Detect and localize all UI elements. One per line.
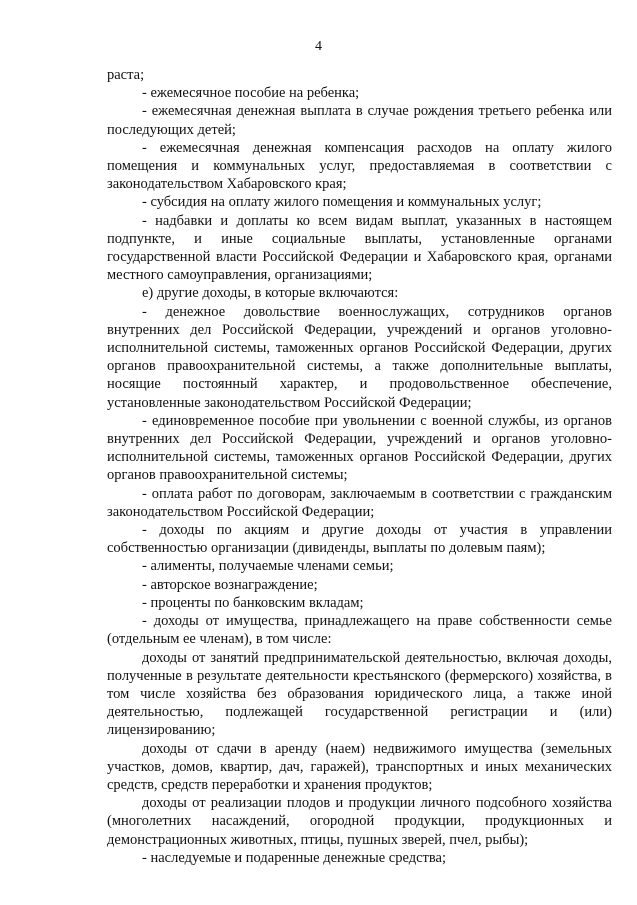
paragraph: - оплата работ по договорам, заключаемым в соответствии с гражданским законодательством Российской Федерации; xyxy=(107,485,612,520)
paragraph: - ежемесячная денежная компенсация расходов на оплату жилого помещения и коммунальных услуг, предоставляемая в соответствии с законодательством Хабаровского края; xyxy=(107,139,612,193)
paragraph: - алименты, получаемые членами семьи; xyxy=(142,558,394,575)
paragraph: доходы от реализации плодов и продукции личного подсобного хозяйства (многолетних насаждений, огородной продукции, продукционных и демонстрационных животных, птицы, пушных зверей, пчел, рыбы); xyxy=(107,795,612,848)
paragraph-continuation: раста; xyxy=(107,67,145,83)
paragraph: - доходы от имущества, принадлежащего на праве собственности семье (отдельным ее членам), в том числе: xyxy=(107,613,612,648)
paragraph: - наследуемые и подаренные денежные средства; xyxy=(142,849,447,866)
paragraph: - субсидия на оплату жилого помещения и коммунальных услуг; xyxy=(142,194,542,211)
paragraph: - единовременное пособие при увольнении с военной службы, из органов внутренних дел Российской Федерации, учреждений и органов уголовно-исполнительной системы, таможенных органов Российской Федерации, других органов правоохранительной системы; xyxy=(107,412,612,484)
paragraph: - ежемесячное пособие на ребенка; xyxy=(142,85,360,102)
body-text xyxy=(107,66,612,867)
paragraph: - доходы по акциям и другие доходы от участия в управлении собственностью организации (дивиденды, выплаты по долевым паям); xyxy=(107,522,612,557)
paragraph: - денежное довольствие военнослужащих, сотрудников органов внутренних дел Российской Федерации, учреждений и органов уголовно-исполнительной системы, таможенных органов Российской Федерации, других органов правоохранительной системы, а также дополнительные выплаты, носящие постоянный характер, и продовольственное обеспечение, установленные законодательством Российской Федерации; xyxy=(107,303,612,411)
paragraph: - ежемесячная денежная выплата в случае рождения третьего ребенка или последующих детей; xyxy=(107,103,612,138)
paragraph: е) другие доходы, в которые включаются: xyxy=(142,285,399,302)
paragraph: - авторское вознаграждение; xyxy=(142,576,318,593)
page-number: 4 xyxy=(315,39,322,54)
paragraph: доходы от сдачи в аренду (наем) недвижимого имущества (земельных участков, домов, квартир, дач, гаражей), транспортных и иных механических средств, средств переработки и хранения продуктов; xyxy=(107,740,612,793)
paragraph: - проценты по банковским вкладам; xyxy=(142,594,364,611)
paragraph: доходы от занятий предпринимательской деятельностью, включая доходы, полученные в результате деятельности крестьянского (фермерского) хозяйства, в том числе хозяйства без образования юридического лица, а также иной деятельностью, подлежащей государственной регистрации и (или) лицензированию; xyxy=(107,649,612,739)
paragraph: - надбавки и доплаты ко всем видам выплат, указанных в настоящем подпункте, и иные социальные выплаты, установленные органами государственной власти Российской Федерации и Хабаровского края, органами местного самоуправления, организациями; xyxy=(107,212,612,284)
